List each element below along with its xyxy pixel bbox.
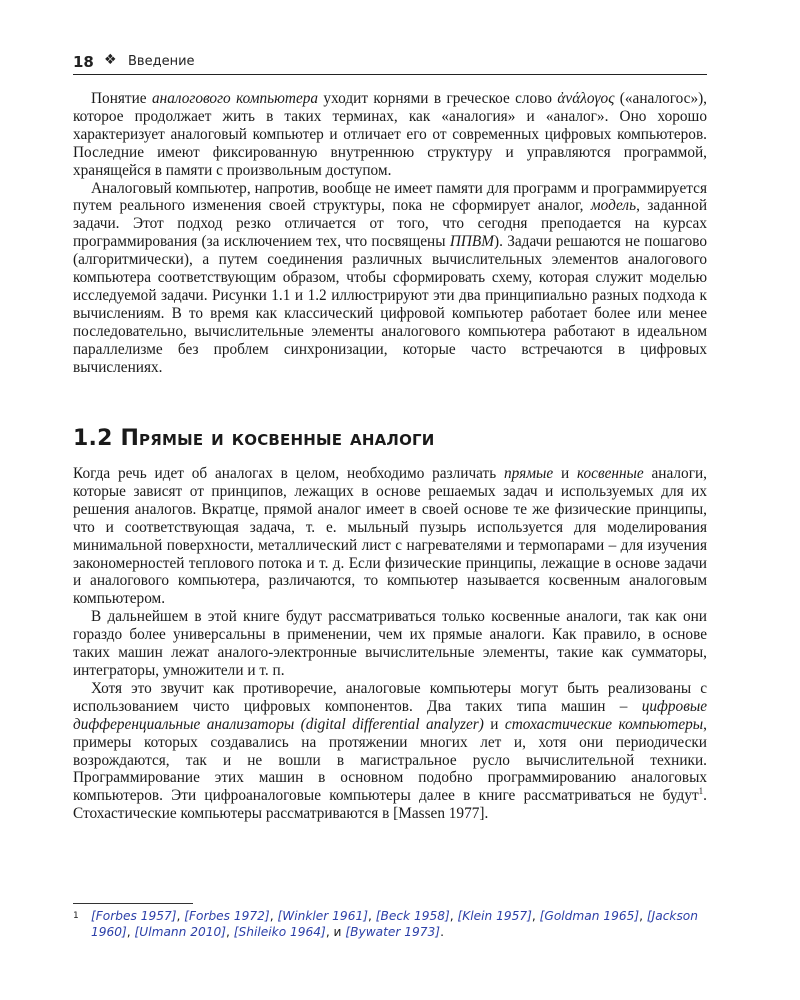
intro-text-block [73, 90, 707, 377]
footnote-body: [Forbes 1957], [Forbes 1972], [Winkler 1961], [Beck 1958], [Klein 1957], [Goldman 1965], [Jackson 1960], [Ulmann 2010], [Shileiko 1964], и [Bywater 1973]. [91, 909, 698, 939]
reference-link[interactable]: [Ulmann 2010] [134, 925, 227, 939]
book-page [73, 0, 707, 1000]
paragraph-indirect-only: В дальнейшем в этой книге будут рассматриваться только косвенные аналоги, так как они гораздо более универсальны в применении, чем их прямые аналоги. Как правило, в основе таких машин лежат аналого-электронные вычислительные элементы, такие как сумматоры, интеграторы, умножители и т. п. [73, 608, 707, 679]
paragraph-digital-components: Хотя это звучит как противоречие, аналоговые компьютеры могут быть реализованы с использованием чисто цифровых компонентов. Два таких типа машин – цифровые дифференциальные анализаторы (digital differential analyzer) и стохастические компьютеры, примеры которых создавались на протяжении многих лет и, хотя они периодически возрождаются, так и не вошли в магистральное русло вычислительной техники. Программирование этих машин в основном подобно программированию аналоговых компьютеров. Эти цифроаналоговые компьютеры далее в книге рассматриваться не будут$^1$. Стохастические компьютеры рассматриваются в [Massen 1977]. [73, 679, 707, 823]
reference-link[interactable]: [Shileiko 1964] [233, 925, 326, 939]
footnote [73, 908, 707, 940]
term-indirect: косвенные [576, 465, 644, 482]
reference-link[interactable]: [Goldman 1965] [539, 909, 640, 923]
term-ppvm: ППВМ [449, 233, 494, 251]
reference-link[interactable]: [Jackson 1960] [91, 909, 698, 939]
footnote-marker[interactable]: 1 [698, 786, 704, 797]
reference-link[interactable]: [Beck 1958] [375, 909, 450, 923]
term-dda: цифровые дифференциальные анализаторы (digital differential analyzer) [73, 697, 707, 733]
footnote-divider [73, 903, 193, 904]
footnote-number: 1 [73, 911, 79, 921]
section-text-block [73, 465, 707, 823]
section-title: Прямые и косвенные аналоги [120, 426, 435, 451]
paragraph-analog-programming: Аналоговый компьютер, напротив, вообще не имеет памяти для программ и программируется путем реального изменения своей структуры, пока не сформирует аналог, модель, заданной задачи. Этот подход резко отличается от того, что сегодня преподается на курсах программирования (за исключением тех, что посвящены ППВМ). Задачи решаются не пошагово (алгоритмически), а путем соединения различных вычислительных элементов аналогового компьютера соответствующим образом, чтобы сформировать схему, которая служит моделью исследуемой задачи. Рисунки 1.1 и 1.2 иллюстрируют эти два принципиально разных подхода к вычислениям. В то время как классический цифровой компьютер работает более или менее последовательно, вычислительные элементы аналогового компьютера работают в идеальном параллелизме без проблем синхронизации, которые часто встречаются в цифровых вычислениях. [73, 179, 707, 376]
section-number: 1.2 [73, 426, 113, 451]
greek-word: ἀνάλογος [557, 90, 615, 107]
term-model: модель [590, 197, 637, 215]
reference-link[interactable]: [Bywater 1973] [345, 925, 441, 939]
paragraph-analog-computer-origin: Понятие аналогового компьютера уходит корнями в греческое слово ἀνάλογος («аналогос»), которое продолжает жить в таких терминах, как «аналогия» и «аналог». Оно хорошо характеризует аналоговый компьютер и отличает его от современных цифровых компьютеров. Последние имеют фиксированную внутреннюю структуру и управляются программой, хранящейся в памяти с произвольным доступом. [73, 90, 708, 179]
diamond-ornament-icon: ❖ [104, 52, 117, 68]
chapter-title: Введение [128, 54, 195, 69]
reference-link[interactable]: [Forbes 1957] [91, 909, 177, 923]
section-heading [73, 426, 707, 451]
running-header [73, 50, 707, 75]
reference-link[interactable]: [Klein 1957] [457, 909, 532, 923]
reference-link[interactable]: [Winkler 1961] [277, 909, 368, 923]
reference-link[interactable]: [Forbes 1972] [184, 909, 270, 923]
term-analog-computer: аналогового компьютера [151, 90, 319, 107]
paragraph-direct-indirect: Когда речь идет об аналогах в целом, необходимо различать прямые и косвенные аналоги, которые зависят от принципов, лежащих в основе решаемых задач и используемых для их решения аналогов. Вкратце, прямой аналог имеет в своей основе те же физические принципы, что и соответствующая задача, т. е. мыльный пузырь используется для моделирования минимальной поверхности, металлический лист с нагревателями и термопарами – для изучения закономерностей теплового потока и т. д. Если физические принципы, лежащие в основе задачи и аналогового компьютера, различаются, то компьютер называется косвенным аналоговым компьютером. [73, 465, 707, 608]
page-number: 18 [73, 53, 94, 71]
term-stochastic: стохастические компьютеры [504, 715, 704, 733]
term-direct: прямые [504, 465, 554, 482]
